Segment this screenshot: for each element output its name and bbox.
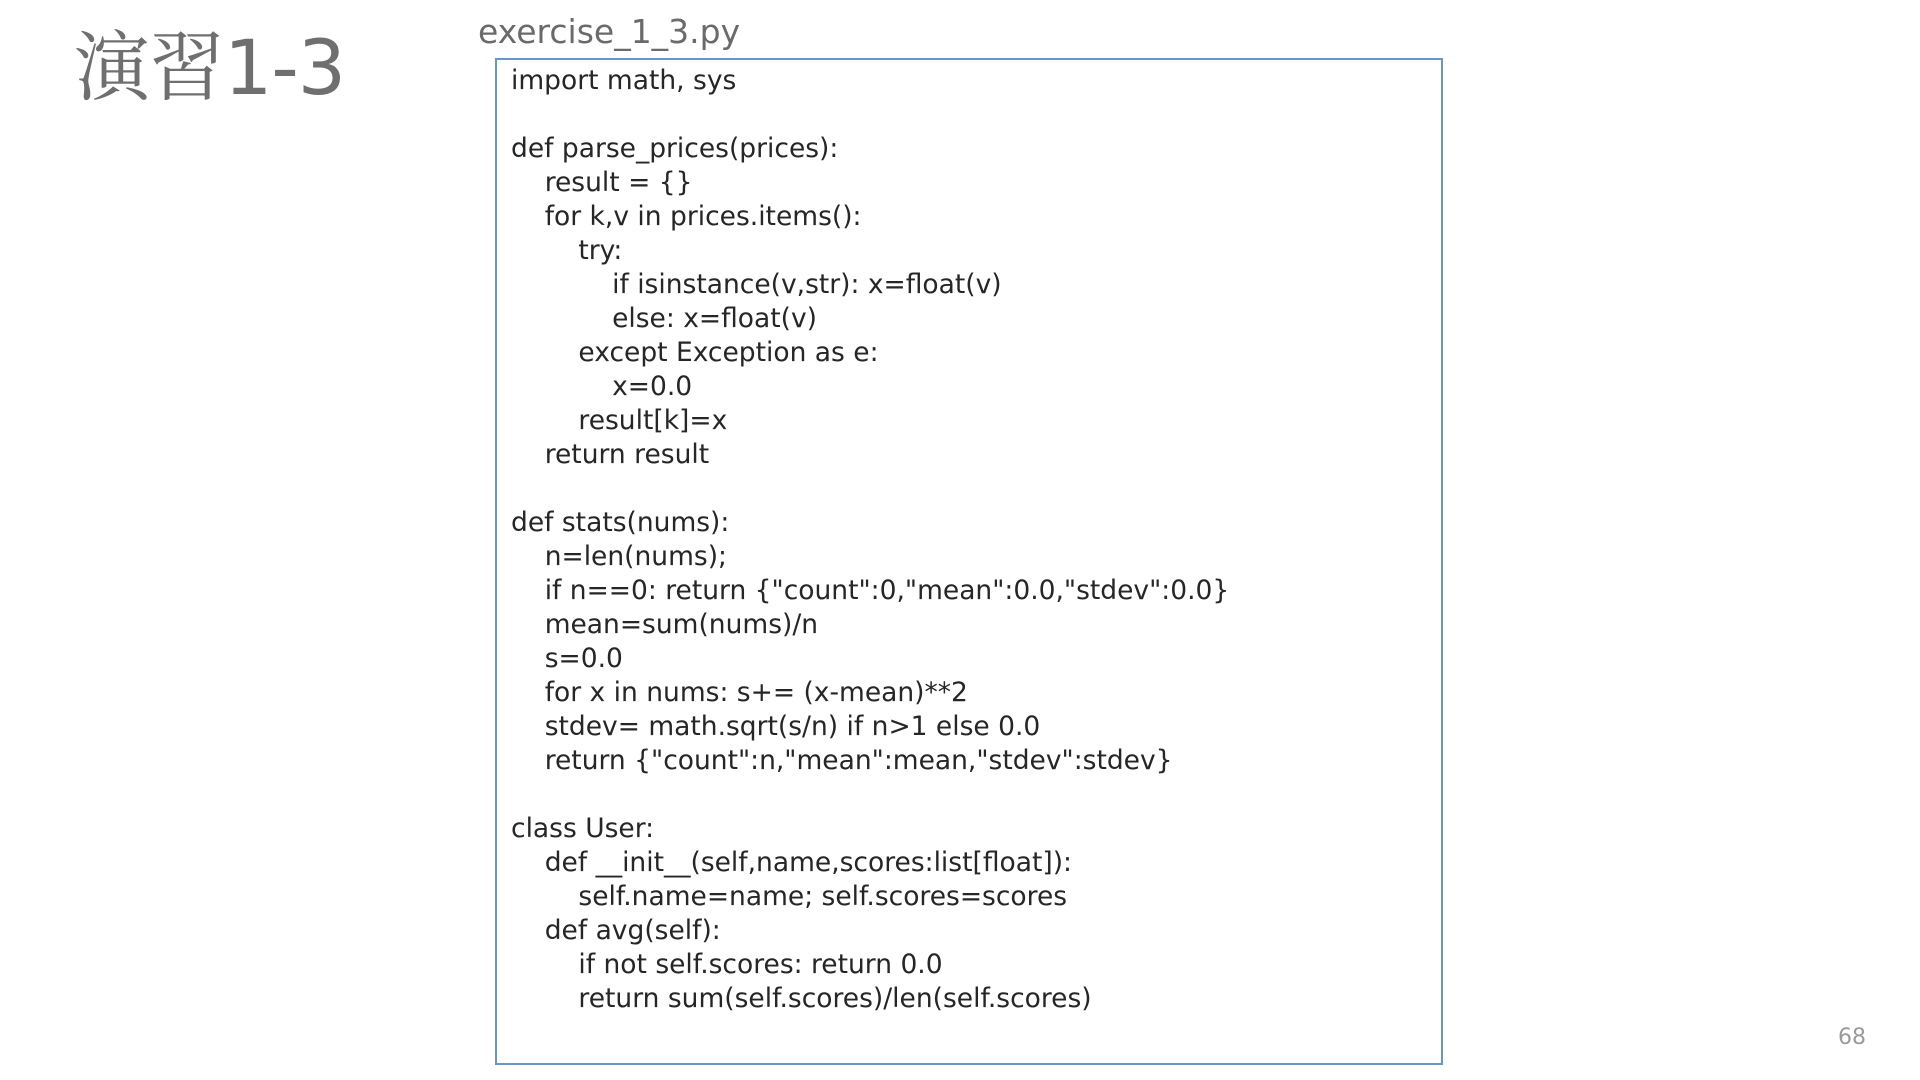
code-line: return result <box>511 439 710 470</box>
code-line: def avg(self): <box>511 915 721 946</box>
code-line: def parse_prices(prices): <box>511 133 839 164</box>
code-line: except Exception as e: <box>511 337 879 368</box>
code-line: if not self.scores: return 0.0 <box>511 949 943 980</box>
code-filename: exercise_1_3.py <box>478 12 741 51</box>
code-line: def stats(nums): <box>511 507 730 538</box>
code-line: if n==0: return {"count":0,"mean":0.0,"stdev":0.0} <box>511 575 1230 606</box>
code-line: n=len(nums); <box>511 541 727 572</box>
code-line: x=0.0 <box>511 371 693 402</box>
code-line: import math, sys <box>511 65 737 96</box>
code-line <box>511 472 1441 506</box>
code-line: result[k]=x <box>511 405 728 436</box>
code-line: def __init__(self,name,scores:list[float]): <box>511 847 1072 878</box>
code-line: for k,v in prices.items(): <box>511 201 862 232</box>
code-line: class User: <box>511 813 655 844</box>
code-line: self.name=name; self.scores=scores <box>511 881 1068 912</box>
page-number: 68 <box>1838 1025 1866 1050</box>
code-line: s=0.0 <box>511 643 623 674</box>
slide-title: 演習1-3 <box>74 23 346 112</box>
code-line: if isinstance(v,str): x=float(v) <box>511 269 1002 300</box>
code-line: return {"count":n,"mean":mean,"stdev":stdev} <box>511 745 1173 776</box>
code-line <box>511 98 1441 132</box>
code-line: return sum(self.scores)/len(self.scores) <box>511 983 1092 1014</box>
code-line <box>511 778 1441 812</box>
code-line: mean=sum(nums)/n <box>511 609 819 640</box>
code-block <box>495 58 1443 1065</box>
code-line: for x in nums: s+= (x-mean)**2 <box>511 677 968 708</box>
code-line: stdev= math.sqrt(s/n) if n>1 else 0.0 <box>511 711 1041 742</box>
code-line: else: x=float(v) <box>511 303 817 334</box>
code-line: try: <box>511 235 623 266</box>
code-line: result = {} <box>511 167 693 198</box>
